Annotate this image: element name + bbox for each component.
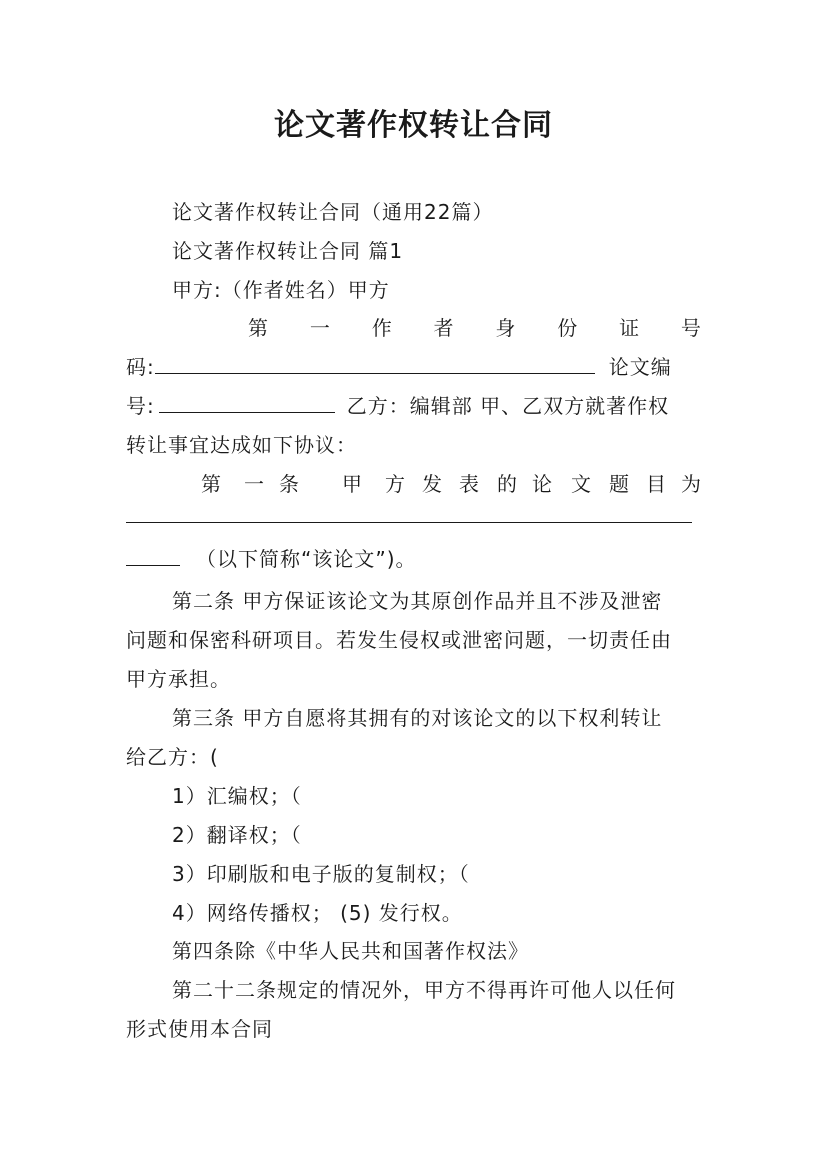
article1-char: 一 xyxy=(244,472,265,496)
paper-number-prefix: 号: xyxy=(126,394,155,418)
article22-line2: 形式使用本合同 xyxy=(126,1017,273,1041)
id-label-char: 份 xyxy=(557,316,579,340)
party-b-text: 乙方：编辑部 甲、乙双方就著作权 xyxy=(346,394,670,418)
id-label-char: 作 xyxy=(371,316,393,340)
article1-char: 方 xyxy=(385,472,406,496)
right-item-4: 4）网络传播权； (5) 发行权。 xyxy=(172,901,463,925)
article3-line1: 第三条 甲方自愿将其拥有的对该论文的以下权利转让 xyxy=(172,706,663,730)
article4-line: 第四条除《中华人民共和国著作权法》 xyxy=(172,939,529,963)
id-label-char: 者 xyxy=(433,316,455,340)
article1-tail: （以下简称“该论文”)。 xyxy=(196,547,417,571)
id-number-label-spread xyxy=(248,314,702,342)
right-item-3: 3）印刷版和电子版的复制权；（ xyxy=(172,862,470,886)
article1-char: 发 xyxy=(422,472,443,496)
id-number-blank xyxy=(155,353,595,374)
article1-char: 表 xyxy=(459,472,480,496)
id-label-char: 号 xyxy=(680,316,702,340)
article1-char: 为 xyxy=(681,472,702,496)
article22-line1: 第二十二条规定的情况外，甲方不得再许可他人以任何 xyxy=(172,978,676,1002)
paper-number-blank xyxy=(159,392,335,413)
article1-char: 题 xyxy=(609,472,630,496)
section-heading: 论文著作权转让合同 篇1 xyxy=(172,239,404,263)
id-label-char: 身 xyxy=(495,316,517,340)
article1-tail-line xyxy=(126,545,702,573)
article1-blank-line xyxy=(126,502,702,530)
article1-char: 甲 xyxy=(342,472,363,496)
paper-number-label: 论文编 xyxy=(608,355,672,379)
article2-line1: 第二条 甲方保证该论文为其原创作品并且不涉及泄密 xyxy=(172,589,663,613)
document-title: 论文著作权转让合同 xyxy=(274,108,553,143)
article3-line2: 给乙方：( xyxy=(126,745,219,769)
right-item-1: 1）汇编权；（ xyxy=(172,784,302,808)
article1-char: 条 xyxy=(279,472,300,496)
id-number-line xyxy=(126,353,702,381)
article1-title-blank-end xyxy=(126,545,180,566)
article1-char: 文 xyxy=(571,472,592,496)
article2-line3: 甲方承担。 xyxy=(126,667,231,691)
article2-line2: 问题和保密科研项目。若发生侵权或泄密问题，一切责任由 xyxy=(126,628,672,652)
article1-char: 目 xyxy=(646,472,667,496)
id-label-char: 一 xyxy=(309,316,331,340)
article1-char: 论 xyxy=(532,472,553,496)
id-label-char: 第 xyxy=(248,316,269,340)
party-a-line: 甲方:（作者姓名）甲方 xyxy=(172,278,390,302)
right-item-2: 2）翻译权；（ xyxy=(172,823,302,847)
paper-number-line xyxy=(126,392,702,420)
id-label-char: 证 xyxy=(619,316,641,340)
agreement-line: 转让事宜达成如下协议： xyxy=(126,433,357,457)
article1-char: 第 xyxy=(201,472,222,496)
subtitle: 论文著作权转让合同（通用22篇） xyxy=(172,200,494,224)
article1-char: 的 xyxy=(497,472,518,496)
id-number-label: 码: xyxy=(126,355,155,379)
article1-title-blank xyxy=(126,502,692,523)
